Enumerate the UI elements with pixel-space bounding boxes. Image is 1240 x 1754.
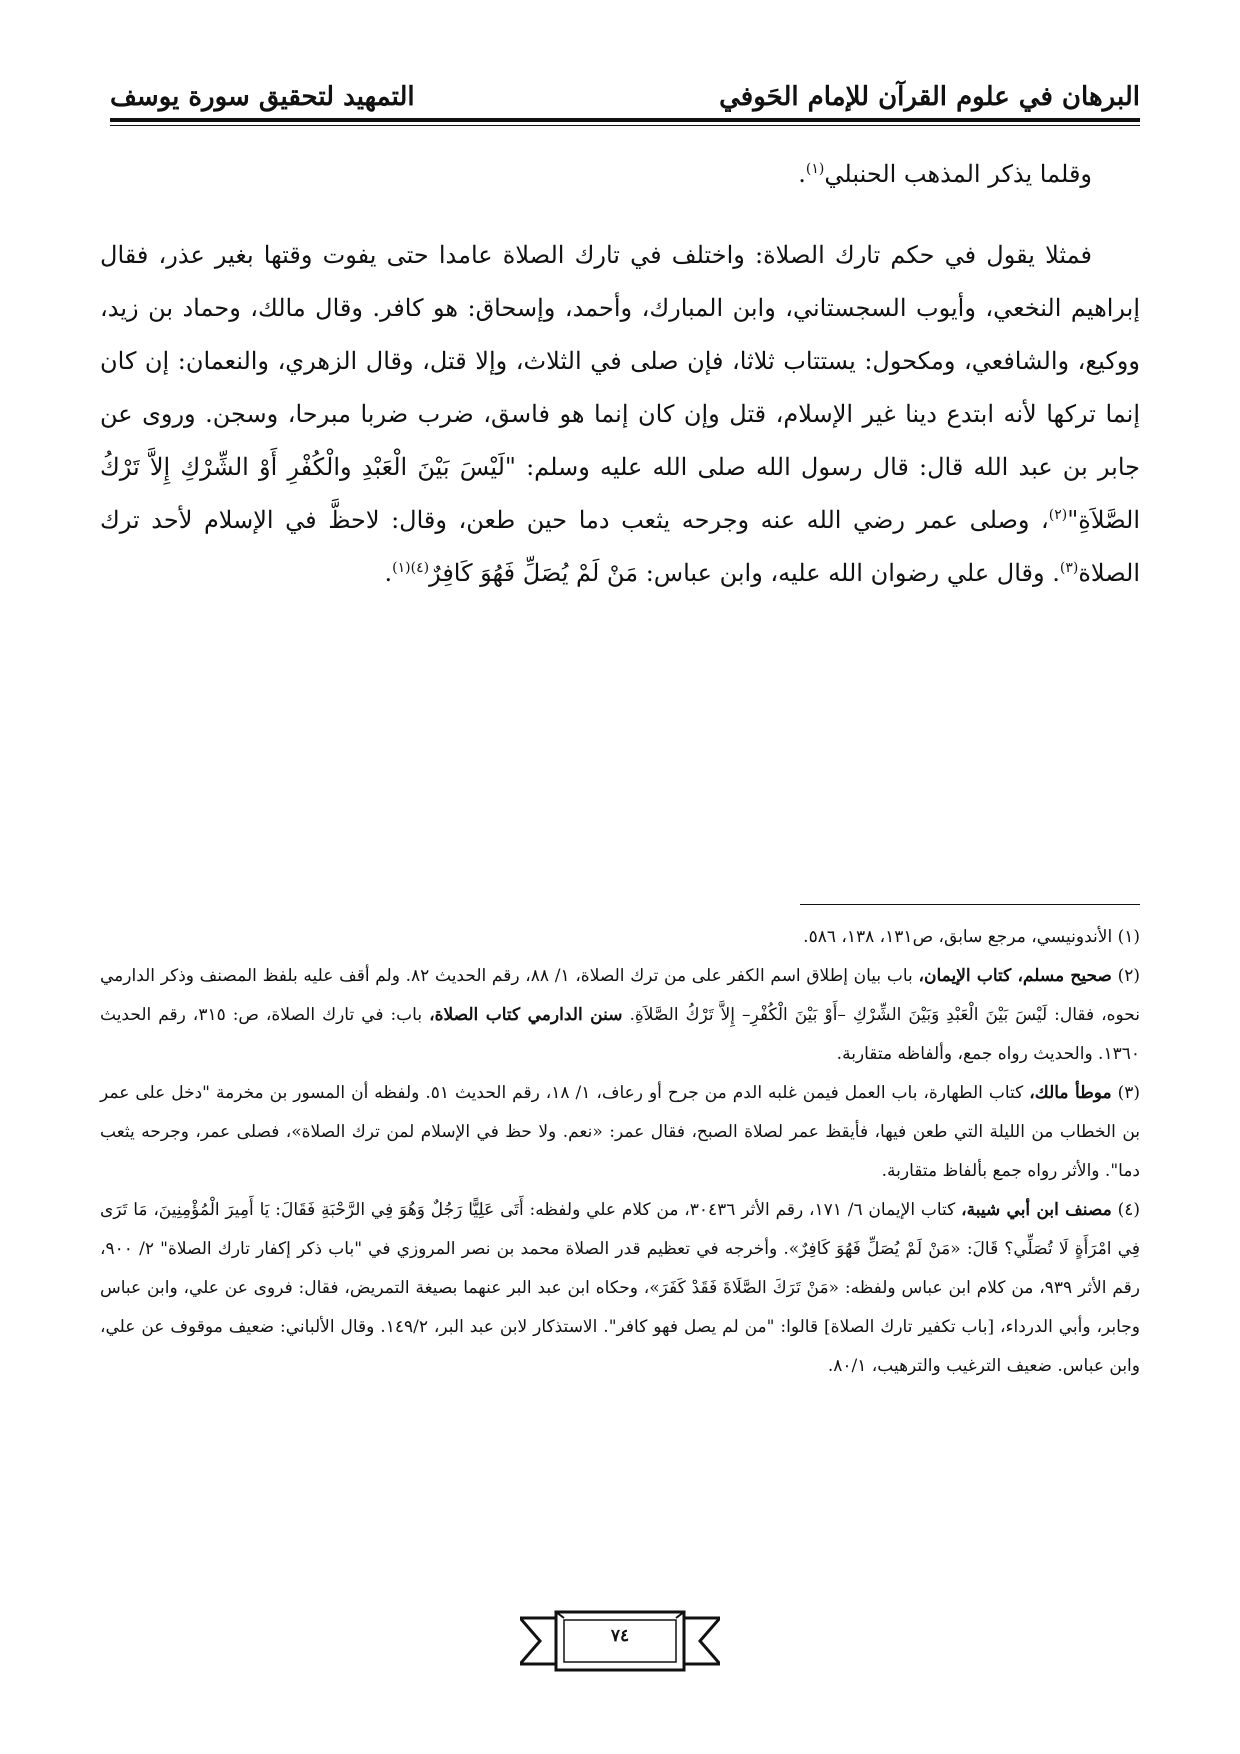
header-rule-thick bbox=[110, 118, 1140, 122]
paragraph-2-text-c: . وقال علي رضوان الله عليه، وابن عباس: مَنْ لَمْ يُصَلِّ فَهُوَ كَافِرٌ bbox=[429, 559, 1060, 587]
footnote-ref-3[interactable]: (٣) bbox=[1059, 560, 1079, 576]
paragraph-2-text-b: ، وصلى عمر رضي الله عنه وجرحه يثعب دما حين طعن، وقال: لاحظَّ في الإسلام لأحد ترك الصلاة bbox=[100, 506, 1140, 587]
paragraph-1-end: . bbox=[798, 160, 806, 188]
footnote-3 bbox=[100, 1074, 1140, 1191]
header-rule-thin bbox=[110, 125, 1140, 126]
footnote-2-source-a: صحيح مسلم، كتاب الإيمان، bbox=[918, 966, 1112, 986]
footnote-2-text-b: باب: في تارك الصلاة، ص: ٣١٥، رقم الحديث ١٣٦٠. والحديث رواه جمع، وألفاظه متقاربة. bbox=[100, 1005, 1140, 1064]
footnote-2-source-b: سنن الدارمي كتاب الصلاة، bbox=[429, 1005, 623, 1025]
paragraph-2-end: . bbox=[384, 559, 393, 587]
paragraph-1 bbox=[100, 148, 1140, 201]
footnote-3-text: كتاب الطهارة، باب العمل فيمن غلبه الدم من جرح أو رعاف، ١/ ١٨، رقم الحديث ٥١. ولفظه أن المسور بن مخرمة "دخل على عمر بن الخطاب من الليلة التي طعن فيها، فأيقظ عمر لصلاة الصبح، فقال عمر: «نعم. ولا حظ في الإسلام لمن ترك الصلاة»، فصلى عمر، وجرحه يثعب دما". والأثر رواه جمع بألفاظ متقاربة. bbox=[100, 1083, 1140, 1181]
footnote-4-text: كتاب الإيمان ٦/ ١٧١، رقم الأثر ٣٠٤٣٦، من كلام علي ولفظه: أَتَى عَلِيًّا رَجُلٌ وَهُوَ فِي الرَّحْبَةِ فَقَالَ: يَا أَمِيرَ الْمُؤْمِنِينَ، مَا تَرَى فِي امْرَأَةٍ لَا تُصَلِّي؟ قَالَ: «مَنْ لَمْ يُصَلِّ فَهُوَ كَافِرٌ». وأخرجه في تعظيم قدر الصلاة محمد بن نصر المروزي في "باب ذكر إكفار تارك الصلاة" ٢/ ٩٠٠، رقم الأثر ٩٣٩، من كلام ابن عباس ولفظه: «مَنْ تَرَكَ الصَّلَاةَ فَقَدْ كَفَرَ»، وحكاه ابن عبد البر عنهما بصيغة التمريض، فقال: فروى عن علي، وابن عباس وجابر، وأبي الدرداء، [باب تكفير تارك الصلاة] قالوا: "من لم يصل فهو كافر". الاستذكار لابن عبد البر، ١٤٩/٢. وقال الألباني: ضعيف موقوف عن علي، وابن عباس. ضعيف الترغيب والترهيب، ٨٠/١. bbox=[100, 1200, 1141, 1376]
footnote-1: (١) الأندونيسي، مرجع سابق، ص١٣١، ١٣٨، ٥٨٦. bbox=[803, 927, 1140, 947]
footnote-4-number: (٤) bbox=[1117, 1200, 1140, 1220]
book-title: البرهان في علوم القرآن للإمام الحَوفي bbox=[719, 82, 1140, 112]
footnotes bbox=[100, 918, 1140, 1386]
footnote-ref-1[interactable]: (١) bbox=[805, 161, 825, 177]
section-title: التمهيد لتحقيق سورة يوسف bbox=[110, 82, 415, 112]
footnote-2-number: (٢) bbox=[1117, 966, 1140, 986]
page-number: ٧٤ bbox=[610, 1626, 630, 1646]
footnote-2-text-a: باب بيان إطلاق اسم الكفر على من ترك الصلاة، ١/ ٨٨، رقم الحديث ٨٢. ولم أقف عليه بلفظ المصنف وذكر الدارمي نحوه، فقال: لَيْسَ بَيْنَ الْعَبْدِ وَبَيْنَ الشِّرْكِ –أَوْ بَيْنَ الْكُفْرِ– إِلاَّ تَرْكُ الصَّلاَةِ. bbox=[100, 966, 1140, 1025]
footnote-2 bbox=[100, 957, 1140, 1074]
footnote-3-source: موطأ مالك، bbox=[1029, 1083, 1112, 1103]
footnote-ref-4[interactable]: (٤)(١) bbox=[392, 560, 430, 576]
footnote-4 bbox=[100, 1191, 1140, 1386]
footnote-ref-2[interactable]: (٢) bbox=[1048, 507, 1068, 523]
main-text bbox=[100, 148, 1140, 600]
page-header bbox=[110, 72, 1140, 112]
footnote-3-number: (٣) bbox=[1117, 1083, 1141, 1103]
paragraph-2-text-a: فمثلا يقول في حكم تارك الصلاة: واختلف في تارك الصلاة عامدا حتى يفوت وقتها بغير عذر، فقال إبراهيم النخعي، وأيوب السجستاني، وابن المبارك، وأحمد، وإسحاق: هو كافر. وقال مالك، وحماد بن زيد، ووكيع، والشافعي، ومكحول: يستتاب ثلاثا، فإن صلى في الثلاث، وإلا قتل، وقال الزهري، والنعمان: إن كان إنما تركها لأنه ابتدع دينا غير الإسلام، قتل وإن كان إنما هو فاسق، ضرب ضربا مبرحا، وسجن. وروى عن جابر بن عبد الله قال: قال رسول الله صلى الله عليه وسلم: "لَيْسَ بَيْنَ الْعَبْدِ والْكُفْرِ أَوْ الشِّرْكِ إِلاَّ تَرْكُ الصَّلاَةِ" bbox=[100, 241, 1140, 534]
footnote-separator bbox=[800, 904, 1140, 905]
paragraph-1-text: وقلما يذكر المذهب الحنبلي bbox=[824, 160, 1092, 188]
page-number-banner bbox=[520, 1608, 720, 1674]
paragraph-2 bbox=[100, 229, 1140, 600]
footnote-4-source: مصنف ابن أبي شيبة، bbox=[961, 1200, 1112, 1220]
